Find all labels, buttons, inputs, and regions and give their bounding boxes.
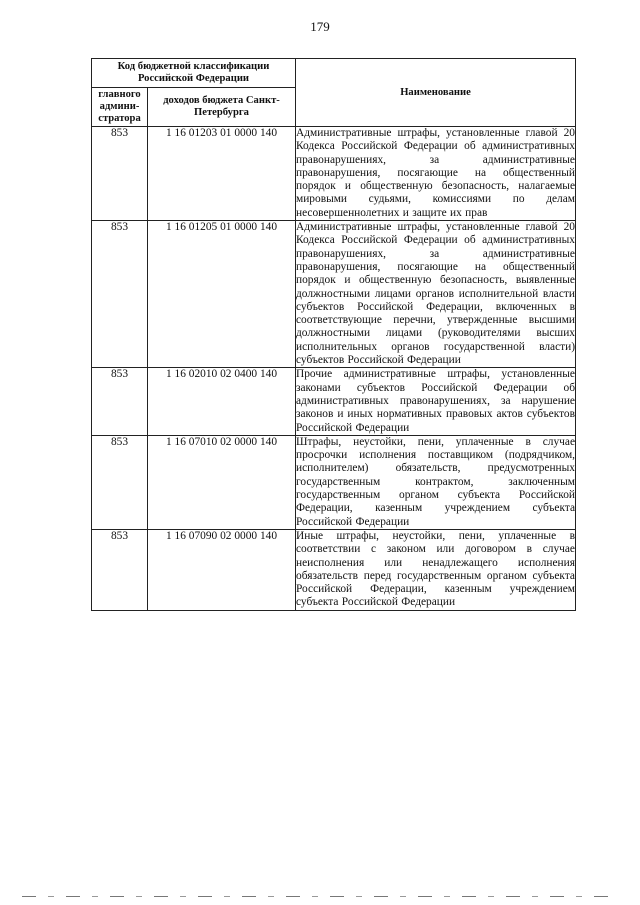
revenue-code-cell: 1 16 01205 01 0000 140: [148, 221, 296, 368]
table-row: [92, 221, 576, 368]
table-row: [92, 127, 576, 221]
name-cell: Иные штрафы, неустойки, пени, уплаченные в соответствии с законом или договором в случае неисполнения или ненадлежащего исполнения обязательств перед государственным органом субъекта Российской Федерации, казенным учреждением субъекта Российской Федерации: [296, 529, 575, 609]
revenue-code-header: доходов бюджета Санкт-Петербурга: [148, 88, 296, 127]
table-row: [92, 368, 576, 435]
admin-code-cell: 853: [92, 127, 148, 221]
name-column-header: Наименование: [296, 59, 576, 127]
name-cell: Прочие административные штрафы, установленные законами субъектов Российской Федерации об административных правонарушениях, за нарушение законов и иных нормативных правовых актов субъектов Российской Федерации: [296, 368, 575, 434]
revenue-code-cell: 1 16 07090 02 0000 140: [148, 529, 296, 610]
budget-classification-table: [91, 58, 576, 611]
classification-code-header: Код бюджетной классификации Российской Федерации: [92, 59, 296, 88]
chief-administrator-header: главного админи-стратора: [92, 88, 148, 127]
revenue-code-cell: 1 16 01203 01 0000 140: [148, 127, 296, 221]
table-row: [92, 435, 576, 529]
name-cell: Штрафы, неустойки, пени, уплаченные в случае просрочки исполнения поставщиком (подрядчиком, исполнителем) обязательств, предусмотренных государственным контрактом, заключенным государственным органом субъекта Российской Федерации, казенным учреждением субъекта Российской Федерации: [296, 435, 575, 528]
page-number: 179: [310, 19, 330, 34]
admin-code-cell: 853: [92, 221, 148, 368]
admin-code-cell: 853: [92, 529, 148, 610]
revenue-code-cell: 1 16 02010 02 0400 140: [148, 368, 296, 435]
admin-code-cell: 853: [92, 435, 148, 529]
table-row: [92, 529, 576, 610]
scan-edge-divider: [22, 896, 618, 897]
name-cell: Административные штрафы, установленные главой 20 Кодекса Российской Федерации об административных правонарушениях, за административные правонарушения, посягающие на общественный порядок и общественную безопасность, выявленные должностными лицами органов исполнительной власти субъектов Российской Федерации, включенных в соответствующие перечни, утвержденные высшими должностными лицами (руководителями высших исполнительных органов государственной власти) субъектов Российской Федерации: [296, 221, 575, 367]
name-cell: Административные штрафы, установленные главой 20 Кодекса Российской Федерации об административных правонарушениях, за административные правонарушения, посягающие на общественный порядок и общественную безопасность, налагаемые мировыми судьями, комиссиями по делам несовершеннолетних и защите их прав: [296, 127, 575, 219]
admin-code-cell: 853: [92, 368, 148, 435]
revenue-code-cell: 1 16 07010 02 0000 140: [148, 435, 296, 529]
